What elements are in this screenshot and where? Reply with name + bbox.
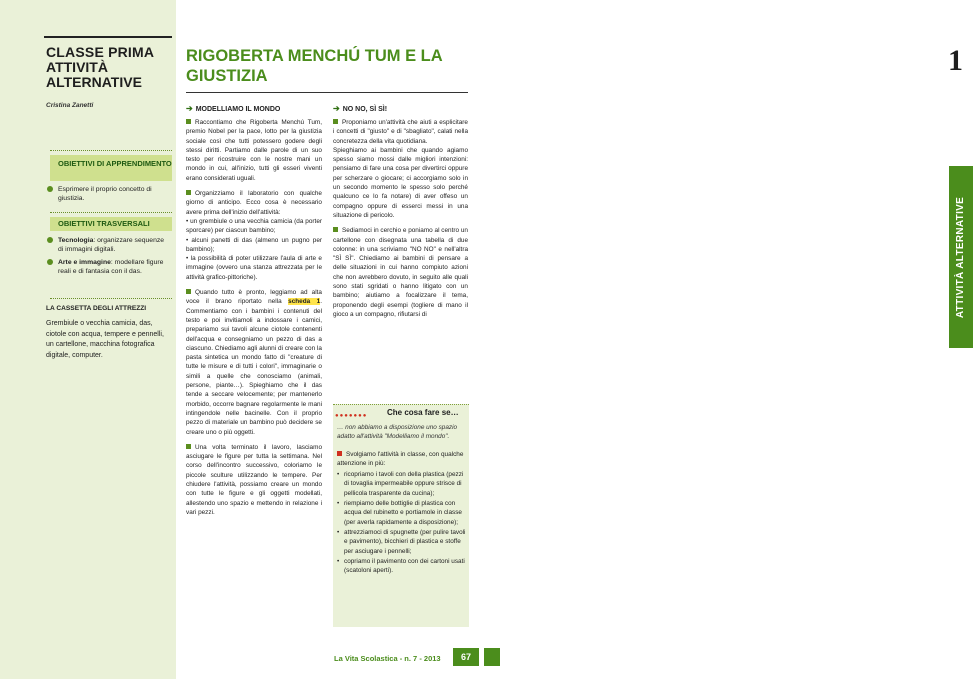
- paragraph-text: Una volta terminato il lavoro, lasciamo asciugare le figure per tutta la settimana. Nel corso dell'incontro successivo, coloriamo le piccole sculture utilizzando le tempere. Per chiudere l'attività, possiamo creare un mondo con tutte le figure e gli oggetti modellati, allestendo uno spazio e mettendo in relazione i vari pezzi.: [186, 443, 322, 516]
- section-vertical-label: [949, 166, 973, 348]
- bullet-icon: [47, 186, 53, 192]
- tip-box: [333, 404, 469, 627]
- divider: [50, 150, 172, 151]
- tip-item: • attrezziamoci di spugnette (per pulire tavoli e pavimento), bicchieri di plastica e stoffe per asciugare i pennelli;: [337, 528, 467, 556]
- section-heading-text: MODELLIAMO IL MONDO: [195, 106, 281, 113]
- section-heading: ATTIVITÀ ALTERNATIVE: [46, 59, 142, 90]
- right-tab-content: [473, 0, 967, 679]
- tip-item: • copriamo il pavimento con dei cartoni usati (scatoloni aperti).: [337, 557, 467, 576]
- transversal-item: [46, 258, 170, 276]
- paragraph-text: Spieghiamo ai bambini che quando agiamo spesso siamo mossi dalle migliori intenzioni: pensiamo di fare una cosa per divertirci oppure per scherzare o giocare; ci accorgiamo solo in un secondo momento le spesso solo perché qualcuno ce lo fa notare) di aver offeso un compagno oppure di esserci messi in una situazione di pericolo.: [333, 146, 468, 219]
- section-heading-text: NO NO, SÌ SÌ!: [342, 106, 388, 113]
- section-heading-modelliamo: [186, 104, 280, 113]
- tip-box-body: [337, 423, 467, 576]
- article-column-1: [186, 118, 322, 523]
- transversal-text: : modellare figure reali e di fantasia con il das.: [58, 259, 164, 275]
- square-bullet-icon: [333, 227, 338, 232]
- paragraph-text: . Commentiamo con i bambini i contenuti del testo e poi invitiamoli a indossare i camici, prepariamo sui tavoli alcune ciotole contenenti dell'acqua e consegniamo un pezzo di das a ciascuno. Chiediamo agli alunni di creare con la pasta sintetica un mondo fatto di "creature di tutte le misure e di tutti i colori", immaginarie o simili a quelle che conosciamo (animali, persone, piante…). Spieghiamo che il das tende a seccare velocemente; per mantenerlo morbido, occorre bagnare regolarmente le mani intingendole nelle bacinelle. Con il proprio pezzo di materiale un bambino può decidere se creare uno o più oggetti.: [186, 298, 322, 436]
- transversal-item: [46, 236, 170, 254]
- footer-bar: [484, 648, 500, 666]
- square-bullet-icon: [337, 451, 342, 456]
- square-bullet-icon: [186, 119, 191, 124]
- decorative-dots-icon: ●●●●●●●: [335, 413, 368, 419]
- arrow-right-icon: ➔: [186, 104, 193, 113]
- paragraph: [186, 189, 322, 282]
- paragraph: [333, 146, 468, 220]
- class-label: CLASSE PRIMA: [46, 44, 155, 60]
- tip-item: • riempiamo delle bottiglie di plastica con acqua del rubinetto e portiamole in classe (per averla rapidamente a disposizione);: [337, 499, 467, 527]
- footer-magazine: La Vita Scolastica - n. 7 - 2013: [334, 654, 441, 663]
- paragraph-text: Organizziamo il laboratorio con qualche giorno di anticipo. Ecco cosa è necessario avere prima dell'inizio dell'attività:: [186, 190, 322, 216]
- page-number: 67: [453, 648, 479, 666]
- transversal-subject: Arte e immagine: [58, 259, 111, 266]
- transversal-text: : organizzare sequenze di immagini digitali.: [58, 237, 165, 253]
- title-rule: [186, 92, 468, 93]
- sidebar-top-rule: [44, 36, 172, 38]
- article-column-2: [333, 118, 468, 325]
- square-bullet-icon: [186, 444, 191, 449]
- bullet-icon: [47, 259, 53, 265]
- tip-item: • ricopriamo i tavoli con della plastica (pezzi di tovaglia impermeabile oppure strisce di pellicola trasparente da cucina);: [337, 470, 467, 498]
- objective-text: Esprimere il proprio concetto di giustizia.: [58, 186, 152, 202]
- objective-item: [46, 185, 170, 203]
- paragraph-text: Sediamoci in cerchio e poniamo al centro un cartellone con disegnata una tabella di due colonne: in una scriviamo "NO NO" e nell'altra "SÌ SÌ". Chiediamo ai bambini di pensare a delle situazioni in cui hanno compiuto azioni che non avrebbero dovuto, in seguito alle quali sono stati sgridati o hanno litigato con un bambino; aiutiamo a focalizzare il tema, proponendo degli esempi (togliere di mano il gioco a un compagno, rifiutarsi di: [333, 227, 468, 318]
- tip-lead-text: Svolgiamo l'attività in classe, con qualche attenzione in più:: [337, 450, 464, 467]
- section-heading-nono: [333, 104, 387, 113]
- paragraph-text: Proponiamo un'attività che aiuti a esplicitare i concetti di "giusto" e di "sbagliato", calati nella concretezza della vita quotidiana.: [333, 119, 468, 145]
- tip-box-title: Che cosa fare se…: [387, 408, 459, 417]
- toolbox-text: Grembiule o vecchia camicia, das, ciotole con acqua, tempere e pennelli, un cartellone, macchina fotografica digitale, computer.: [46, 320, 164, 359]
- transversal-title: OBIETTIVI TRASVERSALI: [50, 217, 172, 231]
- square-bullet-icon: [333, 119, 338, 124]
- section-vertical-text: ATTIVITÀ ALTERNATIVE: [955, 196, 967, 318]
- paragraph: [333, 226, 468, 319]
- paragraph-text: Raccontiamo che Rigoberta Menchú Tum, premio Nobel per la pace, lotto per la giustizia sociale così che tutti potessero godere degli stessi diritti. Partiamo dalle parole di un suo testo per ricostruire con le nostre mani un mondo in cui, all'inizio, tutti gli esseri viventi erano considerati uguali.: [186, 119, 322, 182]
- square-bullet-icon: [186, 190, 191, 195]
- square-bullet-icon: [186, 289, 191, 294]
- article-title: RIGOBERTA MENCHÚ TUM E LA GIUSTIZIA: [186, 47, 443, 85]
- paragraph: [186, 288, 322, 437]
- paragraph: [186, 118, 322, 183]
- list-item: • la possibilità di poter utilizzare l'aula di arte e immagine (ovvero una stanza attrezzata per le attività grafico-pittoriche).: [186, 255, 322, 281]
- tip-intro: … non abbiamo a disposizione uno spazio adatto all'attività "Modelliamo il mondo".: [337, 424, 458, 441]
- paragraph-text: Quando tutto è pronto, leggiamo ad alta voce il brano riportato nella: [186, 289, 322, 306]
- bullet-icon: [47, 237, 53, 243]
- paragraph: [333, 118, 468, 146]
- list-item: • alcuni panetti di das (almeno un pugno per bambino);: [186, 236, 322, 253]
- paragraph: [186, 443, 322, 517]
- section-number: 1: [948, 44, 963, 77]
- toolbox-title: LA CASSETTA DEGLI ATTREZZI: [46, 305, 147, 312]
- objectives-title: OBIETTIVI DI APPRENDIMENTO: [50, 155, 172, 181]
- author-name: Cristina Zanetti: [46, 102, 94, 109]
- tip-list: [337, 470, 467, 575]
- divider: [50, 212, 172, 213]
- transversal-subject: Tecnologia: [58, 237, 94, 244]
- worksheet-reference: scheda 1: [288, 298, 321, 306]
- divider: [50, 298, 172, 299]
- tip-lead: [337, 450, 467, 469]
- left-sidebar: [0, 0, 176, 679]
- list-item: • un grembiule o una vecchia camicia (da porter sporcare) per ciascun bambino;: [186, 217, 322, 235]
- arrow-right-icon: ➔: [333, 104, 340, 113]
